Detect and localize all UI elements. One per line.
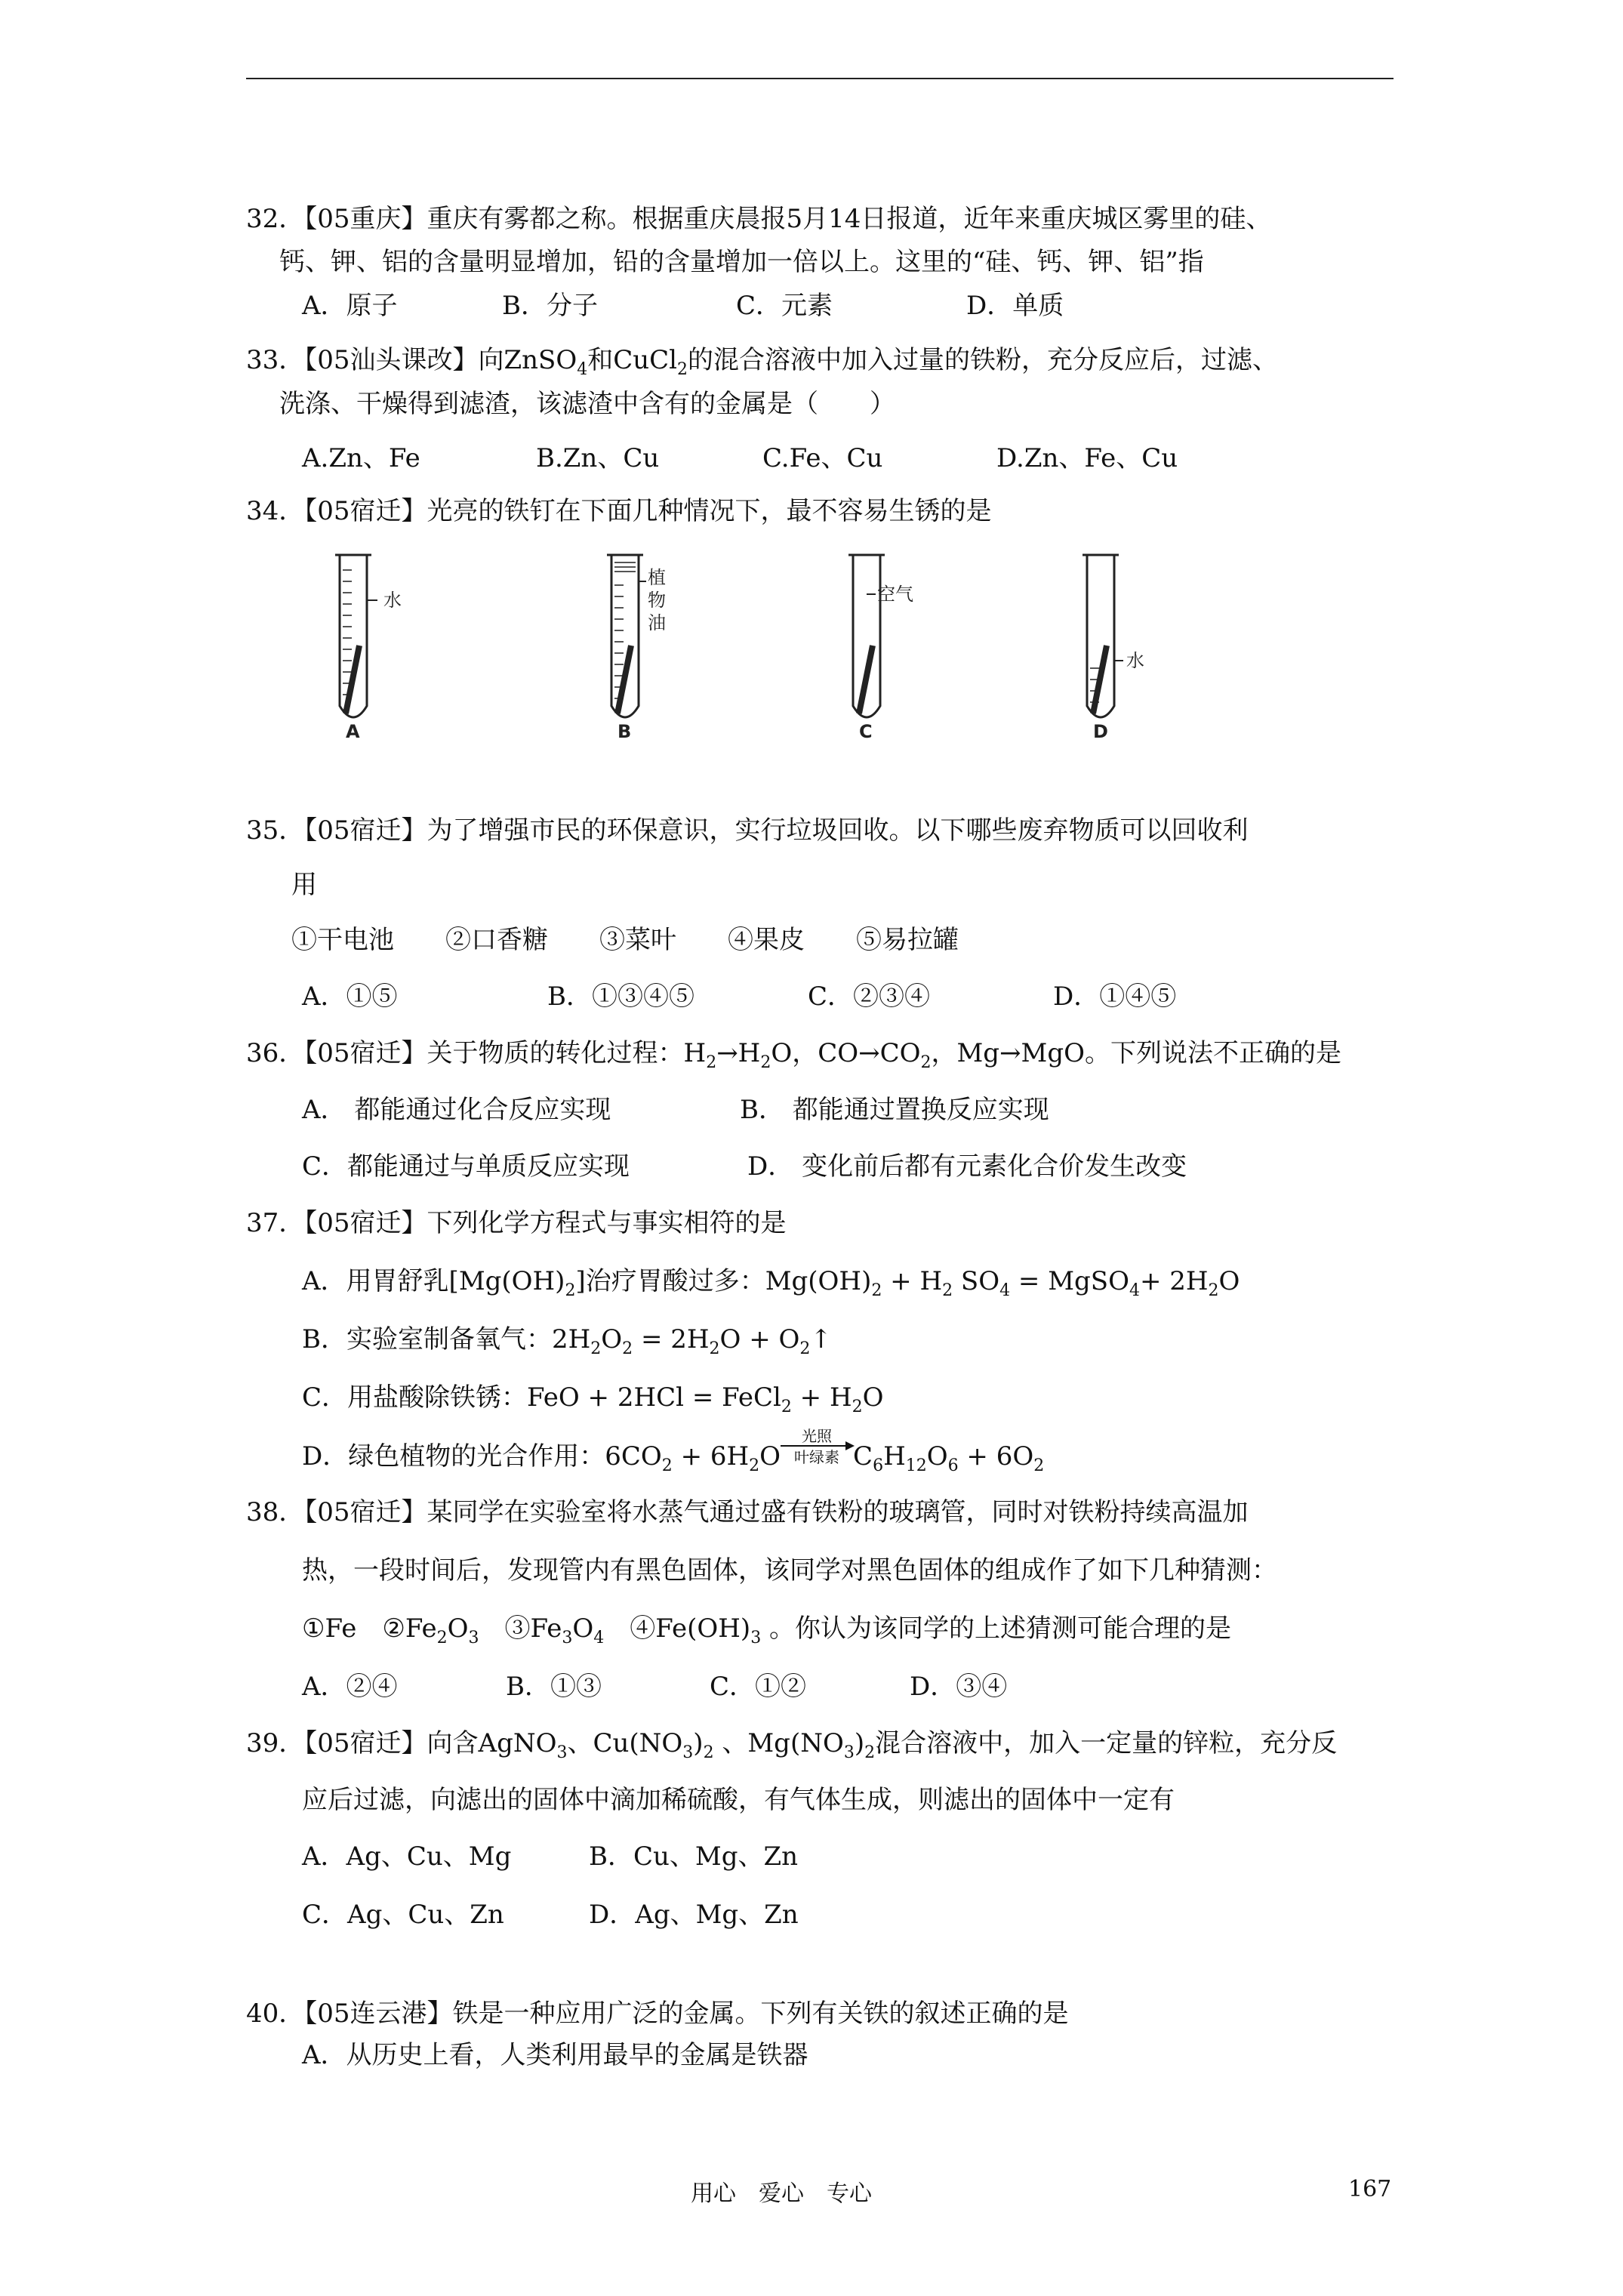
- option-35-b: B．①③④⑤: [547, 982, 694, 1012]
- option-35-c: C．②③④: [808, 982, 931, 1012]
- option-38-c: C．①②: [710, 1672, 807, 1702]
- question-38-line1: 38．【05宿迁】某同学在实验室将水蒸气通过盛有铁粉的玻璃管，同时对铁粉持续高温加: [246, 1497, 1249, 1527]
- option-36-b: B． 都能通过置换反应实现: [740, 1095, 1049, 1125]
- option-33-b: B.Zn、Cu: [536, 443, 660, 473]
- option-32-b: B．分子: [502, 291, 598, 321]
- question-34-line1: 34．【05宿迁】光亮的铁钉在下面几种情况下，最不容易生锈的是: [246, 496, 992, 526]
- question-39-line1: 39．【05宿迁】向含AgNO$_3$、$Cu(NO_3)_2$ 、$Mg(NO_3)_2$混合溶液中，加入一定量的锌粒，充分反: [246, 1728, 1338, 1762]
- svg-text:C: C: [859, 721, 873, 742]
- svg-text:A: A: [346, 721, 360, 742]
- option-38-d: D．③④: [910, 1672, 1008, 1702]
- question-38-line3: ①Fe $②Fe_2O_3$ $③Fe_3O_4$ $④Fe(OH)_3$ 。你认为该同学的上述猜测可能合理的是: [302, 1613, 1231, 1647]
- question-37-line1: 37．【05宿迁】下列化学方程式与事实相符的是: [246, 1208, 787, 1238]
- test-tube-d: [1083, 555, 1144, 742]
- page-number: 167: [1348, 2176, 1392, 2202]
- question-33-line2: 洗涤、干燥得到滤渣，该滤渣中含有的金属是（ ）: [279, 389, 895, 419]
- option-32-a: A．原子: [302, 291, 398, 321]
- option-32-c: C．元素: [736, 291, 833, 321]
- question-35-line2: 用: [291, 870, 317, 900]
- question-32-line2: 钙、钾、铝的含量明显增加，铅的含量增加一倍以上。这里的“硅、钙、钾、铝”指: [279, 247, 1204, 277]
- svg-text:植: 植: [648, 567, 666, 588]
- question-39-line2: 应后过滤，向滤出的固体中滴加稀硫酸，有气体生成，则滤出的固体中一定有: [302, 1785, 1175, 1815]
- option-37-b: B．实验室制备氧气：$2H_2O_2 = 2H_2O$ + $O_2↑$: [302, 1324, 832, 1358]
- svg-text:物: 物: [648, 590, 666, 611]
- header-rule: [246, 78, 1394, 79]
- question-33-line1: 33．【05汕头课改】向ZnSO$_4$和CuCl$_2$的混合溶液中加入过量的铁粉，充分反应后，过滤、: [246, 345, 1279, 379]
- option-39-a: A．Ag、Cu、Mg: [302, 1841, 512, 1872]
- svg-text:空气: 空气: [877, 584, 913, 605]
- option-33-d: D.Zn、Fe、Cu: [996, 443, 1178, 473]
- question-32-line1: 32．【05重庆】重庆有雾都之称。根据重庆晨报5月14日报道，近年来重庆城区雾里的硅、: [246, 204, 1272, 234]
- question-38-line2: 热，一段时间后，发现管内有黑色固体，该同学对黑色固体的组成作了如下几种猜测：: [302, 1555, 1277, 1586]
- svg-text:B: B: [617, 721, 632, 742]
- option-33-c: C.Fe、Cu: [762, 443, 883, 473]
- test-tube-a: [335, 555, 402, 742]
- question-40-line1: 40．【05连云港】铁是一种应用广泛的金属。下列有关铁的叙述正确的是: [246, 1999, 1069, 2029]
- option-39-b: B．Cu、Mg、Zn: [589, 1841, 798, 1872]
- option-40-a: A．从历史上看，人类利用最早的金属是铁器: [302, 2040, 808, 2070]
- option-37-c: C．用盐酸除铁锈：FeO + 2HCl = FeCl$_2$ + $H_2O$: [302, 1382, 884, 1416]
- option-38-a: A．②④: [302, 1672, 398, 1702]
- svg-text:D: D: [1093, 721, 1108, 742]
- option-36-a: A． 都能通过化合反应实现: [302, 1095, 611, 1125]
- option-33-a: A.Zn、Fe: [302, 443, 420, 473]
- option-39-d: D．Ag、Mg、Zn: [589, 1900, 799, 1930]
- option-37-d: D．绿色植物的光合作用：$6CO_2 + 6H_2O$ 光照 叶绿素 $C_6H_{12}O_6 + 6O_2$: [302, 1427, 1045, 1475]
- question-36-line1: 36．【05宿迁】关于物质的转化过程：$H_2\to H_2O$，$CO\to CO_2$，Mg→MgO。下列说法不正确的是: [246, 1038, 1341, 1072]
- test-tube-figure: [317, 547, 1223, 744]
- option-38-b: B．①③: [506, 1672, 602, 1702]
- option-35-a: A．①⑤: [302, 982, 398, 1012]
- option-36-c: C．都能通过与单质反应实现: [302, 1151, 630, 1182]
- option-36-d: D． 变化前后都有元素化合价发生改变: [747, 1151, 1187, 1182]
- option-35-d: D．①④⑤: [1053, 982, 1177, 1012]
- question-35-items: ①干电池 ②口香糖 ③菜叶 ④果皮 ⑤易拉罐: [291, 925, 959, 955]
- reaction-condition-arrow: 光照 叶绿素: [781, 1439, 853, 1469]
- svg-text:水: 水: [383, 590, 402, 611]
- option-37-a: A．用胃舒乳$[Mg(OH)_2]$治疗胃酸过多：$Mg(OH)_2 + H_2$ $SO_4$ = MgSO$_4$+ $2H_2O$: [302, 1266, 1240, 1300]
- question-35-line1: 35．【05宿迁】为了增强市民的环保意识，实行垃圾回收。以下哪些废弃物质可以回收利: [246, 815, 1249, 846]
- option-32-d: D．单质: [966, 291, 1064, 321]
- svg-text:水: 水: [1126, 650, 1144, 671]
- test-tube-c: [848, 555, 913, 742]
- test-tube-b: [607, 555, 666, 742]
- footer-motto: 用心 爱心 专心: [691, 2180, 872, 2207]
- svg-text:油: 油: [648, 612, 666, 633]
- option-39-c: C．Ag、Cu、Zn: [302, 1900, 504, 1930]
